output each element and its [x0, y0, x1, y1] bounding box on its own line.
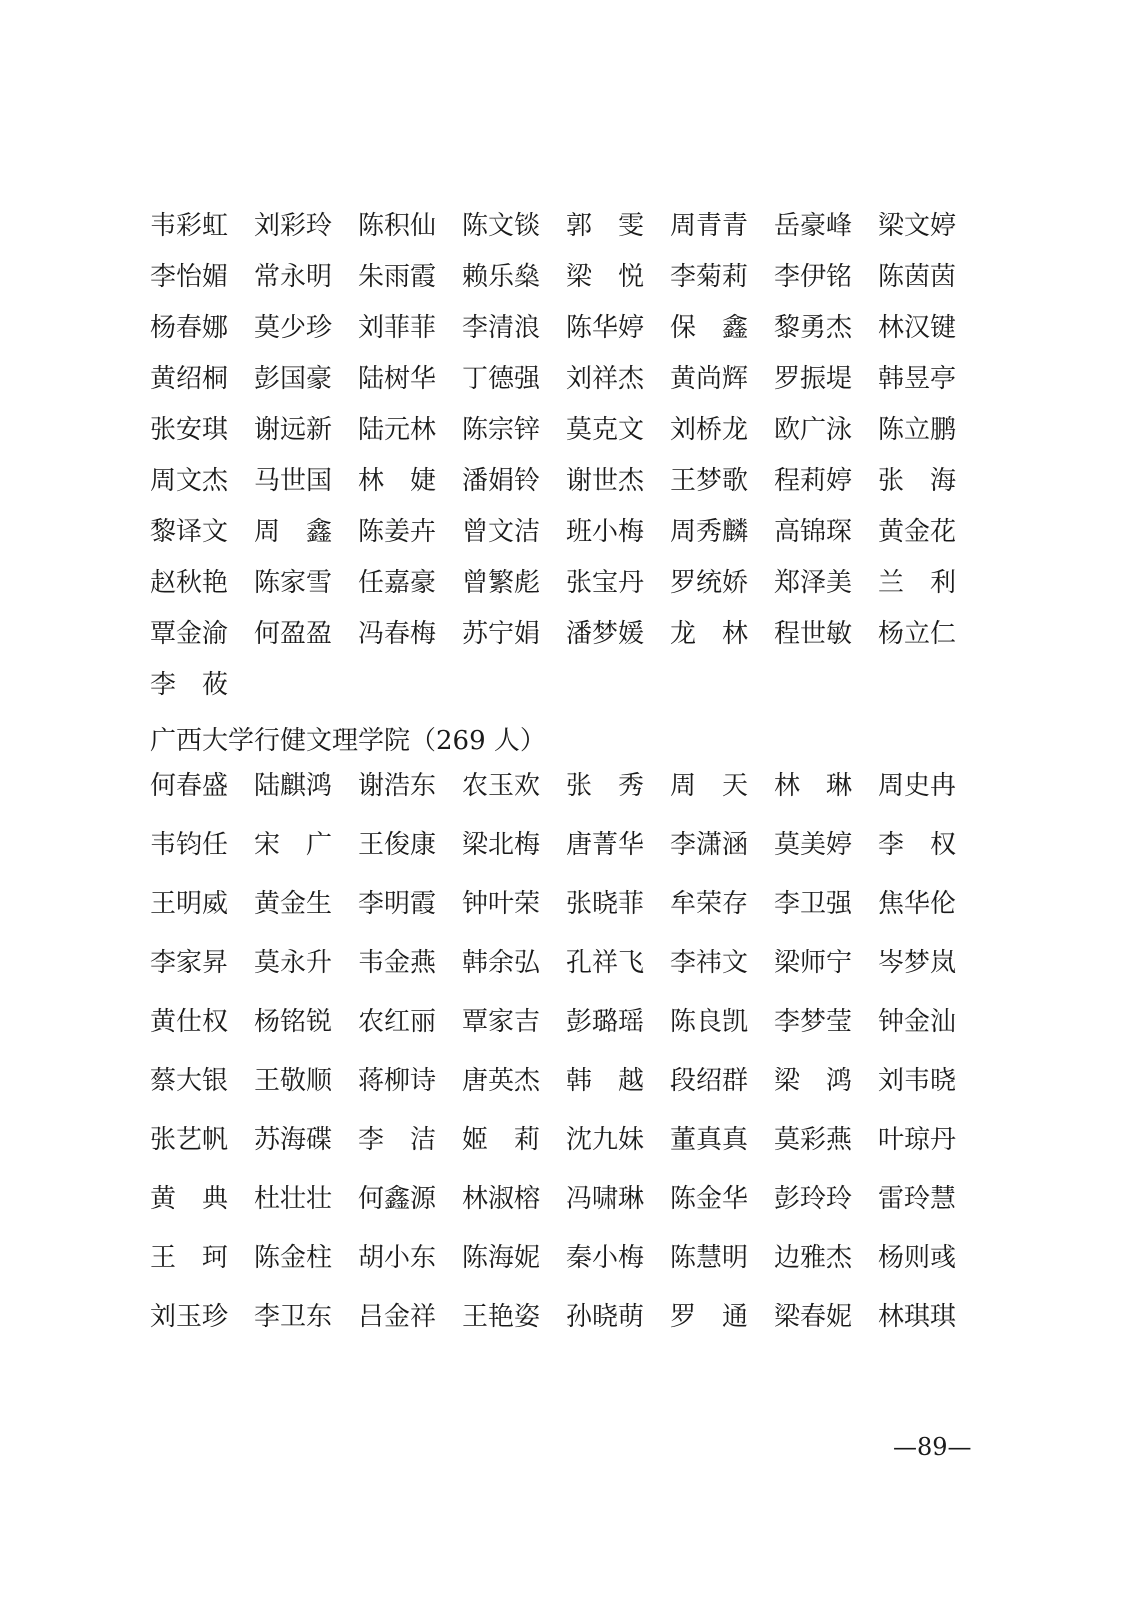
name-entry: 梁春妮 [774, 1302, 853, 1332]
name-entry: 雷玲慧 [878, 1184, 957, 1214]
name-entry: 何鑫源 [358, 1184, 437, 1214]
name-entry: 谢世杰 [566, 466, 645, 496]
name-row [150, 1005, 980, 1064]
name-entry: 陆麒鸿 [254, 771, 333, 801]
name-entry: 马世国 [254, 466, 333, 496]
name-entry: 周青青 [670, 211, 749, 241]
name-entry: 陈立鹏 [878, 415, 957, 445]
name-entry: 高锦琛 [774, 517, 853, 547]
name-entry: 岳豪峰 [774, 211, 853, 241]
name-entry: 陈文锬 [462, 211, 541, 241]
name-entry: 李 莜 [150, 670, 229, 700]
name-entry: 韩昱亭 [878, 364, 957, 394]
name-entry: 程莉婷 [774, 466, 853, 496]
name-entry: 曾文洁 [462, 517, 541, 547]
name-entry: 唐英杰 [462, 1066, 541, 1096]
name-entry: 曾繁彪 [462, 568, 541, 598]
name-entry: 任嘉豪 [358, 568, 437, 598]
name-entry: 黄尚辉 [670, 364, 749, 394]
name-entry: 林淑榕 [462, 1184, 541, 1214]
name-entry: 张宝丹 [566, 568, 645, 598]
name-entry: 周文杰 [150, 466, 229, 496]
name-row [150, 209, 980, 260]
name-entry: 陈金华 [670, 1184, 749, 1214]
name-row [150, 1300, 980, 1359]
name-entry: 莫彩燕 [774, 1125, 853, 1155]
name-entry: 覃家吉 [462, 1007, 541, 1037]
name-entry: 郑泽美 [774, 568, 853, 598]
name-entry: 林汉键 [878, 313, 957, 343]
name-entry: 吕金祥 [358, 1302, 437, 1332]
name-entry: 段绍群 [670, 1066, 749, 1096]
name-entry: 冯春梅 [358, 619, 437, 649]
name-entry: 周 鑫 [254, 517, 333, 547]
name-entry: 林 琳 [774, 771, 853, 801]
name-entry: 岑梦岚 [878, 948, 957, 978]
name-entry: 孔祥飞 [566, 948, 645, 978]
name-entry: 张 秀 [566, 771, 645, 801]
name-entry: 林 婕 [358, 466, 437, 496]
name-row [150, 362, 980, 413]
name-entry: 张晓菲 [566, 889, 645, 919]
name-entry: 班小梅 [566, 517, 645, 547]
name-entry: 陈家雪 [254, 568, 333, 598]
name-entry: 彭国豪 [254, 364, 333, 394]
name-list-section-1 [150, 209, 980, 719]
name-entry: 叶琼丹 [878, 1125, 957, 1155]
name-entry: 李 洁 [358, 1125, 437, 1155]
name-entry: 秦小梅 [566, 1243, 645, 1273]
name-entry: 孙晓萌 [566, 1302, 645, 1332]
name-entry: 欧广泳 [774, 415, 853, 445]
name-entry: 陈姜卉 [358, 517, 437, 547]
name-entry: 李祎文 [670, 948, 749, 978]
name-entry: 黄仕权 [150, 1007, 229, 1037]
name-entry: 周史冉 [878, 771, 957, 801]
name-entry: 何春盛 [150, 771, 229, 801]
name-entry: 罗振堤 [774, 364, 853, 394]
name-entry: 程世敏 [774, 619, 853, 649]
name-entry: 杨铭锐 [254, 1007, 333, 1037]
name-row [150, 311, 980, 362]
name-entry: 钟金汕 [878, 1007, 957, 1037]
name-entry: 杨春娜 [150, 313, 229, 343]
name-entry: 唐菁华 [566, 830, 645, 860]
name-entry: 张艺帆 [150, 1125, 229, 1155]
name-entry: 赵秋艳 [150, 568, 229, 598]
name-entry: 王敬顺 [254, 1066, 333, 1096]
name-entry: 王梦歌 [670, 466, 749, 496]
name-entry: 陈良凯 [670, 1007, 749, 1037]
name-entry: 刘祥杰 [566, 364, 645, 394]
name-row [150, 260, 980, 311]
name-entry: 黄绍桐 [150, 364, 229, 394]
name-entry: 周秀麟 [670, 517, 749, 547]
name-entry: 莫永升 [254, 948, 333, 978]
name-entry: 何盈盈 [254, 619, 333, 649]
name-entry: 王艳姿 [462, 1302, 541, 1332]
name-row [150, 1064, 980, 1123]
name-entry: 焦华伦 [878, 889, 957, 919]
name-entry: 刘玉珍 [150, 1302, 229, 1332]
name-entry: 陈海妮 [462, 1243, 541, 1273]
name-entry: 李伊铭 [774, 262, 853, 292]
name-entry: 杜壮壮 [254, 1184, 333, 1214]
name-entry: 农玉欢 [462, 771, 541, 801]
name-entry: 陈慧明 [670, 1243, 749, 1273]
name-entry: 周 天 [670, 771, 749, 801]
name-entry: 李菊莉 [670, 262, 749, 292]
name-row [150, 1241, 980, 1300]
name-entry: 刘桥龙 [670, 415, 749, 445]
name-row [150, 515, 980, 566]
name-entry: 陈积仙 [358, 211, 437, 241]
name-entry: 黄金花 [878, 517, 957, 547]
name-row [150, 1123, 980, 1182]
name-entry: 覃金渝 [150, 619, 229, 649]
name-entry: 梁师宁 [774, 948, 853, 978]
name-row [150, 464, 980, 515]
name-entry: 李怡媚 [150, 262, 229, 292]
name-entry: 李 权 [878, 830, 957, 860]
name-entry: 潘梦媛 [566, 619, 645, 649]
name-entry: 谢远新 [254, 415, 333, 445]
name-entry: 张安琪 [150, 415, 229, 445]
name-entry: 梁 悦 [566, 262, 645, 292]
name-entry: 农红丽 [358, 1007, 437, 1037]
name-entry: 潘娟铃 [462, 466, 541, 496]
section-heading: 广西大学行健文理学院（269 人） [150, 726, 546, 756]
name-entry: 韦钧任 [150, 830, 229, 860]
name-entry: 兰 利 [878, 568, 957, 598]
name-entry: 莫克文 [566, 415, 645, 445]
name-entry: 沈九妹 [566, 1125, 645, 1155]
name-entry: 蒋柳诗 [358, 1066, 437, 1096]
name-entry: 冯啸琳 [566, 1184, 645, 1214]
name-entry: 陈华婷 [566, 313, 645, 343]
name-entry: 林琪琪 [878, 1302, 957, 1332]
name-row [150, 887, 980, 946]
name-entry: 董真真 [670, 1125, 749, 1155]
name-entry: 牟荣存 [670, 889, 749, 919]
name-entry: 陆树华 [358, 364, 437, 394]
name-entry: 王 珂 [150, 1243, 229, 1273]
name-entry: 朱雨霞 [358, 262, 437, 292]
name-entry: 王明威 [150, 889, 229, 919]
name-entry: 谢浩东 [358, 771, 437, 801]
name-entry: 韩余弘 [462, 948, 541, 978]
page-number: —89— [893, 1433, 972, 1461]
name-entry: 杨则彧 [878, 1243, 957, 1273]
name-entry: 赖乐燊 [462, 262, 541, 292]
name-row [150, 769, 980, 828]
name-entry: 李清浪 [462, 313, 541, 343]
name-entry: 梁 鸿 [774, 1066, 853, 1096]
name-entry: 宋 广 [254, 830, 333, 860]
name-entry: 李卫强 [774, 889, 853, 919]
name-entry: 蔡大银 [150, 1066, 229, 1096]
name-entry: 彭璐瑶 [566, 1007, 645, 1037]
name-entry: 刘韦晓 [878, 1066, 957, 1096]
name-entry: 罗 通 [670, 1302, 749, 1332]
name-row [150, 566, 980, 617]
name-row [150, 946, 980, 1005]
name-list-section-2 [150, 769, 980, 1359]
name-entry: 李潇涵 [670, 830, 749, 860]
name-entry: 陈金柱 [254, 1243, 333, 1273]
name-entry: 边雅杰 [774, 1243, 853, 1273]
name-entry: 梁文婷 [878, 211, 957, 241]
name-entry: 李梦莹 [774, 1007, 853, 1037]
name-entry: 陆元林 [358, 415, 437, 445]
name-entry: 莫美婷 [774, 830, 853, 860]
name-entry: 张 海 [878, 466, 957, 496]
name-row [150, 1182, 980, 1241]
name-entry: 莫少珍 [254, 313, 333, 343]
name-entry: 龙 林 [670, 619, 749, 649]
name-entry: 韦金燕 [358, 948, 437, 978]
name-entry: 李卫东 [254, 1302, 333, 1332]
name-entry: 黄 典 [150, 1184, 229, 1214]
name-entry: 黄金生 [254, 889, 333, 919]
name-row [150, 668, 980, 719]
name-entry: 韩 越 [566, 1066, 645, 1096]
name-entry: 常永明 [254, 262, 333, 292]
name-entry: 郭 雯 [566, 211, 645, 241]
name-entry: 黎译文 [150, 517, 229, 547]
name-entry: 王俊康 [358, 830, 437, 860]
name-entry: 丁德强 [462, 364, 541, 394]
name-entry: 保 鑫 [670, 313, 749, 343]
name-row [150, 413, 980, 464]
name-row [150, 828, 980, 887]
name-entry: 杨立仁 [878, 619, 957, 649]
name-entry: 罗统娇 [670, 568, 749, 598]
name-entry: 姬 莉 [462, 1125, 541, 1155]
name-entry: 李家昇 [150, 948, 229, 978]
name-entry: 陈茵茵 [878, 262, 957, 292]
name-row [150, 617, 980, 668]
name-entry: 刘菲菲 [358, 313, 437, 343]
name-entry: 李明霞 [358, 889, 437, 919]
name-entry: 彭玲玲 [774, 1184, 853, 1214]
name-entry: 梁北梅 [462, 830, 541, 860]
name-entry: 钟叶荣 [462, 889, 541, 919]
name-entry: 苏海碟 [254, 1125, 333, 1155]
name-entry: 韦彩虹 [150, 211, 229, 241]
name-entry: 苏宁娟 [462, 619, 541, 649]
name-entry: 陈宗锌 [462, 415, 541, 445]
name-entry: 胡小东 [358, 1243, 437, 1273]
name-entry: 刘彩玲 [254, 211, 333, 241]
name-entry: 黎勇杰 [774, 313, 853, 343]
